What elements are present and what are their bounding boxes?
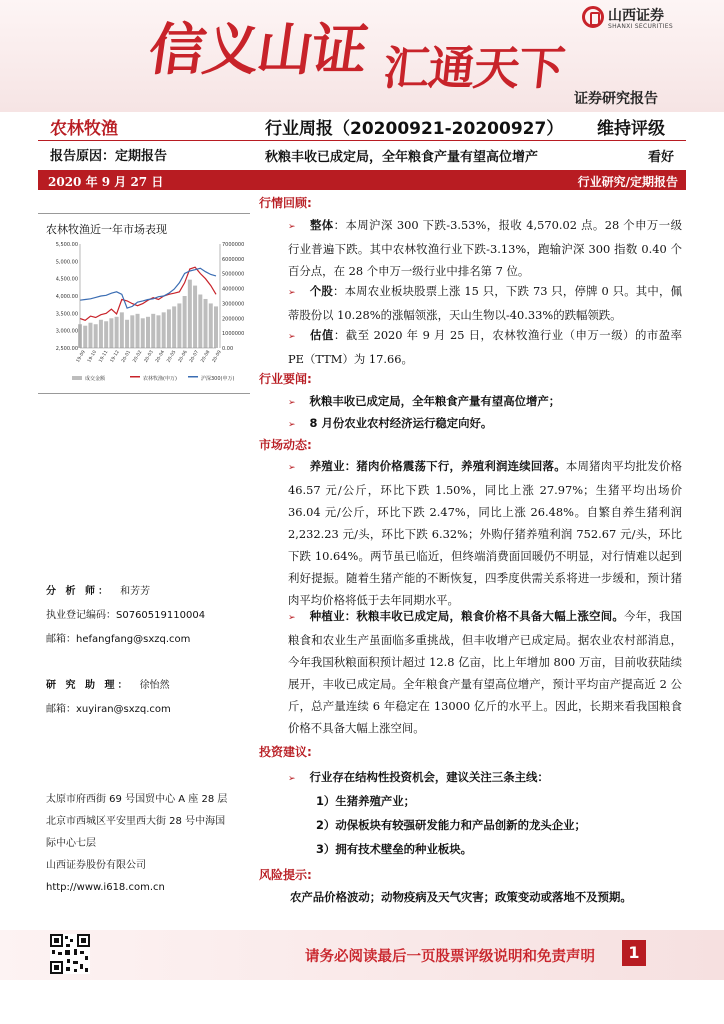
volume-bar <box>94 324 98 348</box>
bullet-arrow-icon: ➢ <box>288 288 296 298</box>
right-tick-label: 5000000 <box>222 271 245 278</box>
advice-item-2: 2）动保板块有较强研发能力和产品创新的龙头企业； <box>316 818 586 832</box>
x-tick-label: 20-02 <box>132 349 144 364</box>
report-reason: 报告原因：定期报告 <box>50 149 168 164</box>
market-chart <box>38 236 252 386</box>
x-tick-label: 20-04 <box>155 349 167 364</box>
assistant-label: 研 究 助 理： <box>46 680 131 691</box>
bullet-arrow-icon: ➢ <box>288 332 296 342</box>
left-tick-label: 5,000.00 <box>55 259 78 266</box>
chart-title: 农林牧渔近一年市场表现 <box>46 223 167 236</box>
company-name: 山西证券股份有限公司 <box>46 860 146 871</box>
right-tick-label: 3000000 <box>222 301 245 308</box>
section-risk: 风险提示: <box>259 868 312 882</box>
legend-swatch <box>188 376 198 378</box>
right-tick-label: 0.00 <box>222 346 234 352</box>
x-tick-label: 20-07 <box>189 349 201 364</box>
logo-cn: 山西证券 <box>608 8 664 24</box>
right-tick-label: 1000000 <box>222 331 245 338</box>
volume-bar <box>156 315 160 348</box>
logo-en: SHANXI SECURITIES <box>608 23 673 30</box>
volume-bar <box>204 299 208 348</box>
section-market-review: 行情回顾: <box>259 196 312 210</box>
right-tick-label: 6000000 <box>222 256 245 263</box>
assistant-email[interactable]: 邮箱：xuyiran@sxzq.com <box>46 704 171 715</box>
x-tick-label: 20-08 <box>200 349 212 364</box>
x-tick-label: 20-01 <box>121 349 133 364</box>
volume-bar <box>125 320 129 348</box>
left-tick-label: 3,500.00 <box>55 311 78 318</box>
paragraph-planting: ➢ 种植业：秋粮丰收已成定局，粮食价格不具备大幅上涨空间。今年，我国粮食和农业生产虽面临多重挑战，但丰收增产已成定局。据农业农村部消息，今年我国秋粮面积预计超过 12.8 亿亩，比上年增加 800 万亩，目前收获陆续展开，丰收已成定局。全年粮食产量有望高位增产，预计平均亩产提高近 2 公斤，总产量连续 6 年稳定在 13000 亿斤的水平上。因此，长期来看我国粮食价格不具备大幅上涨空间。 <box>288 609 682 735</box>
volume-bar <box>104 321 108 348</box>
bullet-arrow-icon: ➢ <box>288 774 296 784</box>
volume-bar <box>193 286 197 348</box>
address-1: 太原市府西街 69 号国贸中心 A 座 28 层 <box>46 794 228 805</box>
volume-bar <box>172 306 176 348</box>
bullet-arrow-icon: ➢ <box>288 613 296 623</box>
left-tick-label: 5,500.00 <box>55 242 78 248</box>
x-tick-label: 19-10 <box>87 349 99 364</box>
volume-bar <box>162 312 166 348</box>
divider <box>38 213 250 214</box>
x-tick-label: 20-03 <box>143 349 155 364</box>
advice-item-3: 3）拥有技术壁垒的种业板块。 <box>316 842 473 856</box>
left-tick-label: 4,000.00 <box>55 294 78 300</box>
volume-bar <box>141 318 145 348</box>
volume-bar <box>177 303 181 348</box>
x-tick-label: 19-09 <box>75 349 87 364</box>
assistant <box>46 676 170 691</box>
sector-title: 农林牧渔 <box>50 119 118 139</box>
report-date: 2020 年 9 月 27 日 <box>48 175 164 189</box>
assistant-name: 徐怡然 <box>139 680 170 691</box>
analyst-name: 和芳芳 <box>120 586 151 597</box>
volume-bar <box>183 296 187 348</box>
divider <box>38 393 250 394</box>
paragraph-livestock: ➢ 养殖业：猪肉价格震荡下行，养殖利润连续回落。本周猪肉平均批发价格 46.57 元/公斤，环比下跌 1.50%，同比上涨 27.97%；生猪平均出场价 36.04 元/公斤，环比下跌 2.47%，同比上涨 26.48%。自繁自养生猪利润 2,232.23 元/头，环比下跌 6.32%；外购仔猪养殖利润 752.67 元/头，环比下跌 10.64%。两节虽已临近，但终端消费面回暖仍不明显，对行情难以起到利好提振。随着生猪产能的不断恢复，四季度供需关系将进一步缓和，预计猪肉平均价格将低于去年同期水平。 <box>288 459 682 607</box>
x-tick-label: 19-12 <box>109 349 121 364</box>
report-type: 证券研究报告 <box>574 91 658 107</box>
volume-bar <box>88 323 92 348</box>
slogan-right: 汇通天下 <box>380 41 567 95</box>
volume-bar <box>136 314 140 348</box>
volume-bar <box>214 306 218 348</box>
volume-bar <box>198 295 202 348</box>
analyst-email[interactable]: 邮箱：hefangfang@sxzq.com <box>46 634 191 645</box>
legend-label: 成交金额 <box>85 376 106 382</box>
advice-main: ➢ 行业存在结构性投资机会，建议关注三条主线： <box>288 770 549 784</box>
report-subtitle: 秋粮丰收已成定局，全年粮食产量有望高位增产 <box>265 150 539 165</box>
section-industry-news: 行业要闻: <box>259 372 312 386</box>
qr-code-icon <box>50 934 90 974</box>
volume-bar <box>120 312 124 348</box>
rating: 维持评级 <box>597 119 665 139</box>
header-banner <box>0 0 724 112</box>
bullet-arrow-icon: ➢ <box>288 398 296 408</box>
right-tick-label: 7000000 <box>222 242 245 248</box>
volume-bar <box>115 317 119 348</box>
volume-bar <box>167 309 171 348</box>
left-tick-label: 4,500.00 <box>55 276 78 283</box>
address-3: 际中心七层 <box>46 838 96 849</box>
address-2: 北京市西城区平安里西大街 28 号中海国 <box>46 816 226 827</box>
left-tick-label: 2,500.00 <box>55 346 78 352</box>
news-item-1: ➢ 秋粮丰收已成定局，全年粮食产量有望高位增产； <box>288 394 561 408</box>
x-tick-label: 20-06 <box>177 349 189 364</box>
company-website[interactable]: http://www.i618.com.cn <box>46 882 165 893</box>
volume-bar <box>99 320 103 348</box>
disclaimer-link[interactable]: 请务必阅读最后一页股票评级说明和免责声明 <box>305 949 595 965</box>
news-item-2: ➢ 8 月份农业农村经济运行稳定向好。 <box>288 416 493 430</box>
volume-bar <box>109 318 113 348</box>
volume-bar <box>209 303 213 348</box>
bullet-arrow-icon: ➢ <box>288 222 296 232</box>
volume-bar <box>83 326 87 348</box>
section-investment-advice: 投资建议: <box>259 745 312 759</box>
volume-bar <box>146 317 150 348</box>
risk-text: 农产品价格波动；动物疫病及天气灾害；政策变动或落地不及预期。 <box>290 890 632 904</box>
page-number: 1 <box>622 940 646 966</box>
x-tick-label: 20-05 <box>166 349 178 364</box>
left-tick-label: 3,000.00 <box>55 328 78 335</box>
bullet-arrow-icon: ➢ <box>288 463 296 473</box>
report-title: 行业周报（20200921-20200927） <box>265 119 564 139</box>
volume-bar <box>151 314 155 348</box>
legend-swatch <box>130 376 140 378</box>
license-number: 执业登记编码：S0760519110004 <box>46 610 206 621</box>
volume-bar <box>130 315 134 348</box>
x-tick-label: 19-11 <box>98 349 110 364</box>
slogan-left: 信义山证 <box>144 17 371 83</box>
advice-item-1: 1）生猪养殖产业； <box>316 794 416 808</box>
paragraph-overall: ➢ 整体：本周沪深 300 下跌-3.53%，报收 4,570.02 点。28 个申万一级行业普遍下跌。其中农林牧渔行业下跌-3.13%，跑输沪深 300 指数 0.40 个百分点，在 28 个申万一级行业中排名第 7 位。 <box>288 218 682 278</box>
paragraph-valuation: ➢ 估值：截至 2020 年 9 月 25 日，农林牧渔行业（申万一级）的市盈率 PE（TTM）为 17.66。 <box>288 328 682 366</box>
legend-label: 农林牧渔(申万) <box>143 376 177 382</box>
date-bar <box>38 170 686 190</box>
legend-swatch <box>72 376 82 380</box>
outlook: 看好 <box>648 150 675 165</box>
right-tick-label: 2000000 <box>222 316 245 323</box>
section-market-dynamics: 市场动态: <box>259 438 312 452</box>
company-logo-icon <box>582 6 604 28</box>
legend-label: 沪深300(申万) <box>201 376 235 382</box>
analyst-label: 分 析 师： <box>46 586 111 597</box>
x-tick-label: 20-09 <box>211 349 223 364</box>
paragraph-stocks: ➢ 个股：本周农业板块股票上涨 15 只，下跌 73 只，停牌 0 只。其中，佩蒂股份以 10.28%的涨幅领涨，天山生物以-40.33%的跌幅领跌。 <box>288 284 682 322</box>
divider <box>38 140 686 141</box>
bullet-arrow-icon: ➢ <box>288 420 296 430</box>
right-tick-label: 4000000 <box>222 286 245 293</box>
analyst <box>46 582 150 597</box>
volume-bar <box>188 280 192 348</box>
report-category: 行业研究/定期报告 <box>577 175 678 189</box>
